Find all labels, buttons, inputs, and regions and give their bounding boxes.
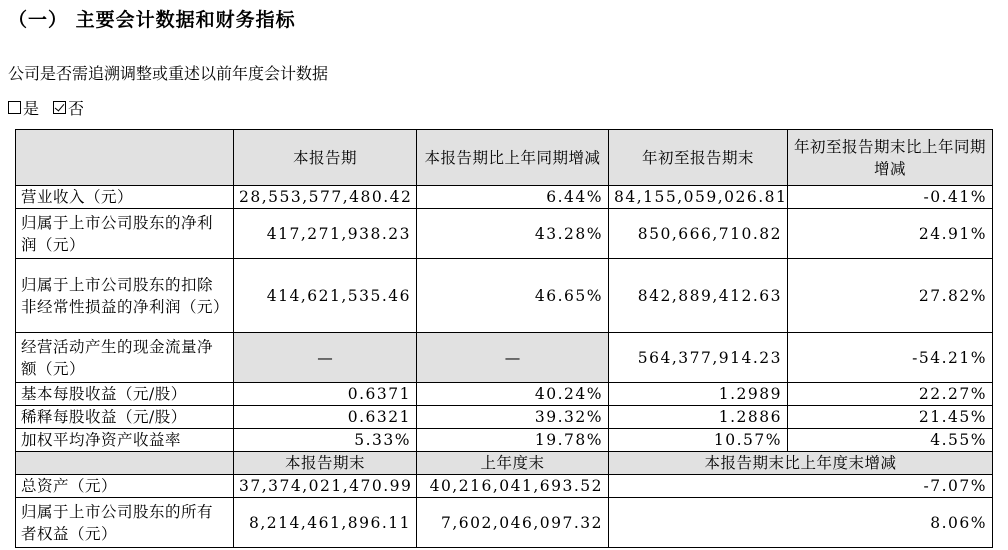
row-label: 总资产（元） [16, 475, 234, 498]
row-label: 归属于上市公司股东的扣除非经常性损益的净利润（元） [16, 259, 234, 333]
cell-current-change: 6.44% [417, 186, 609, 209]
cell-ytd: 10.57% [609, 429, 788, 452]
cell-current-change: 46.65% [417, 259, 609, 333]
table-row [16, 475, 993, 498]
cell-ytd: 1.2989 [609, 383, 788, 406]
cell-ytd: 850,666,710.82 [609, 209, 788, 259]
restatement-question: 公司是否需追溯调整或重述以前年度会计数据 [8, 64, 329, 83]
cell-ytd: 84,155,059,026.81 [609, 186, 788, 209]
cell-prior-year-end: 40,216,041,693.52 [417, 475, 609, 498]
table-row [16, 186, 993, 209]
cell-ytd-change: 24.91% [788, 209, 993, 259]
table-row [16, 498, 993, 548]
table-row [16, 209, 993, 259]
checked-box-icon[interactable] [53, 101, 66, 114]
cell-current: 0.6371 [234, 383, 417, 406]
row-label: 加权平均净资产收益率 [16, 429, 234, 452]
option-yes[interactable] [8, 96, 39, 119]
cell-current: 5.33% [234, 429, 417, 452]
cell-ytd-change: 4.55% [788, 429, 993, 452]
option-yes-label: 是 [23, 99, 40, 118]
header-current-period: 本报告期 [234, 130, 417, 186]
cell-current: 414,621,535.46 [234, 259, 417, 333]
cell-ytd: 564,377,914.23 [609, 333, 788, 383]
header-current-period-change: 本报告期比上年同期增减 [417, 130, 609, 186]
table-row [16, 383, 993, 406]
cell-current-change: 19.78% [417, 429, 609, 452]
table-row [16, 259, 993, 333]
restatement-answer [8, 96, 98, 119]
cell-ytd: 842,889,412.63 [609, 259, 788, 333]
table-header-row-2 [16, 452, 993, 475]
cell-ytd: 1.2886 [609, 406, 788, 429]
cell-current-change: 39.32% [417, 406, 609, 429]
header2-blank-cell [16, 452, 234, 475]
row-label: 稀释每股收益（元/股） [16, 406, 234, 429]
header-period-end: 本报告期末 [234, 452, 417, 475]
cell-prior-year-end: 7,602,046,097.32 [417, 498, 609, 548]
row-label: 基本每股收益（元/股） [16, 383, 234, 406]
cell-current-change: 40.24% [417, 383, 609, 406]
option-no-label: 否 [68, 99, 85, 118]
row-label: 归属于上市公司股东的所有者权益（元） [16, 498, 234, 548]
cell-period-end: 37,374,021,470.99 [234, 475, 417, 498]
row-label: 营业收入（元） [16, 186, 234, 209]
cell-period-end-change: -7.07% [609, 475, 993, 498]
cell-current-dash: — [234, 333, 417, 383]
table-row [16, 333, 993, 383]
header-period-end-change: 本报告期末比上年度末增减 [609, 452, 993, 475]
cell-current: 417,271,938.23 [234, 209, 417, 259]
header-ytd-change: 年初至报告期末比上年同期增减 [788, 130, 993, 186]
row-label: 经营活动产生的现金流量净额（元） [16, 333, 234, 383]
section-heading: （一） 主要会计数据和财务指标 [8, 9, 296, 31]
table-header-row [16, 130, 993, 186]
cell-current-change: 43.28% [417, 209, 609, 259]
table-row [16, 406, 993, 429]
cell-ytd-change: 27.82% [788, 259, 993, 333]
cell-current: 0.6321 [234, 406, 417, 429]
cell-current-change-dash: — [417, 333, 609, 383]
cell-ytd-change: -0.41% [788, 186, 993, 209]
cell-current: 28,553,577,480.42 [234, 186, 417, 209]
header-blank-cell [16, 130, 234, 186]
cell-ytd-change: -54.21% [788, 333, 993, 383]
option-no[interactable] [53, 96, 84, 119]
cell-ytd-change: 21.45% [788, 406, 993, 429]
header-ytd: 年初至报告期末 [609, 130, 788, 186]
header-prior-year-end: 上年度末 [417, 452, 609, 475]
cell-period-end-change: 8.06% [609, 498, 993, 548]
cell-period-end: 8,214,461,896.11 [234, 498, 417, 548]
cell-ytd-change: 22.27% [788, 383, 993, 406]
row-label: 归属于上市公司股东的净利润（元） [16, 209, 234, 259]
table-row [16, 429, 993, 452]
financial-indicators-table [15, 129, 993, 548]
unchecked-box-icon[interactable] [8, 101, 21, 114]
